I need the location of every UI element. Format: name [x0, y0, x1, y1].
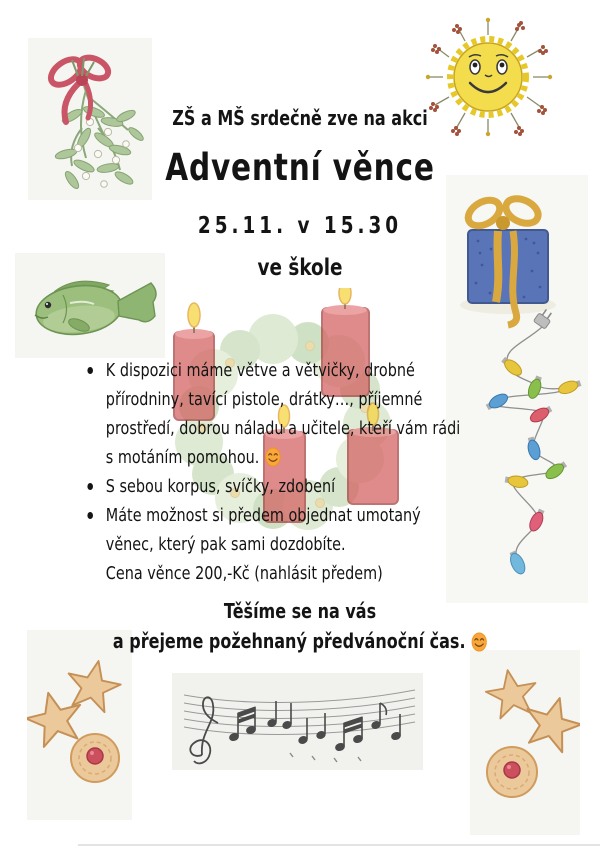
closing-line-1: Těšíme se na vás	[223, 599, 377, 623]
info-bullet-list	[85, 356, 469, 588]
music-notes-illustration	[172, 673, 423, 770]
page-title: Adventní věnce	[165, 146, 435, 189]
closing-line-2: a přejeme požehnaný předvánoční čas.	[60, 629, 540, 653]
sheet-music-icon	[172, 673, 423, 770]
cookies-icon	[470, 650, 580, 835]
bullet-line: prostředí, dobrou náladu a učitele, kteří vám rádi	[105, 418, 461, 439]
bullet-line: Cena věnce 200,-Kč (nahlásit předem)	[105, 563, 383, 584]
cookies-illustration-left	[27, 630, 132, 820]
bullet-line: s motáním pomohou.	[85, 443, 469, 472]
smiling-face-emoji	[265, 447, 281, 467]
intro-line: ZŠ a MŠ srdečně zve na akci	[172, 106, 428, 130]
bullet-line: K dispozici máme větve a větvičky, drobné	[85, 356, 469, 385]
event-location: ve škole	[257, 255, 343, 281]
light-string-icon	[484, 307, 582, 576]
event-datetime: 25.11. v 15.30	[197, 213, 403, 239]
smiling-face-emoji	[471, 632, 487, 652]
bullet-line: věnec, který pak sami dozdobíte.	[105, 534, 346, 555]
bullet-marker	[87, 367, 93, 374]
cookies-icon	[27, 630, 132, 820]
jam-cookie-icon	[71, 734, 119, 782]
bullet-marker	[87, 512, 93, 519]
bullet-line: Máte možnost si předem objednat umotaný	[85, 501, 469, 530]
jam-cookie-icon	[487, 747, 537, 797]
cookies-illustration-right	[470, 650, 580, 835]
flower-ray-tip	[515, 21, 525, 31]
bullet-marker	[87, 483, 93, 490]
bullet-line: přírodniny, tavící pistole, drátky…, příjemné	[105, 389, 423, 410]
light-bulbs	[484, 355, 582, 576]
page-bottom-edge	[78, 844, 600, 846]
bullet-line: S sebou korpus, svíčky, zdobení	[85, 472, 469, 501]
